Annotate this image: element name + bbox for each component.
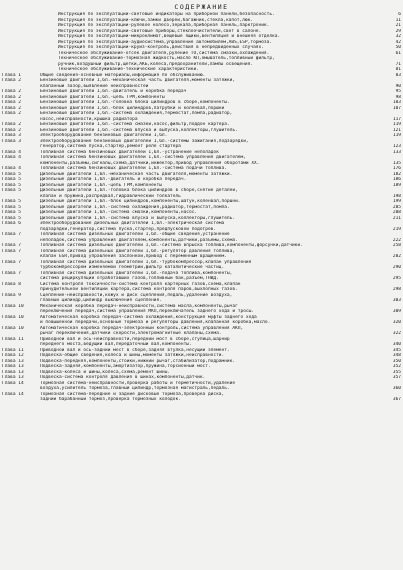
page-number: 352 [392,364,401,369]
page-number: 303 [392,298,401,303]
chapter-number: Глава 7 [2,243,21,248]
entry-title: принудительной вентиляции картера,система контроля паров,выхлопных газов. [40,287,238,292]
page-number: 219 [392,226,401,232]
entry-title: Техническое обслуживание-отсек двигателя,руление TO,система смазки,охлаждения. [58,50,270,56]
page-number: 135 [392,160,401,166]
page-number: 117 [392,116,401,122]
page-number: 199 [392,199,401,204]
entry-title: Электрооборудование бензиновых двигателей 1,6л. [40,133,168,138]
entry-title: Дизельные двигатели 1,6л.-система охлаждения,радиатор,термостат,помпа. [40,204,230,210]
page-number: 90 [395,83,401,89]
entry-title: Техническое обслуживание-тормозная жидкость,масло КП,омыватель,топливный фильтр, [58,56,275,61]
entry-title: Тормозная система-неисправности,проверка работы и герметичности,удаление [40,380,236,386]
page-number: 298 [392,287,401,292]
entry-title: воздуха,усилитель тормоза,главный цилиндр,тормозная магистраль,педаль. [40,386,230,391]
entry-title: Инструкция по эксплуатации-световые приборы,стеклоочистители,свет в салоне. [58,28,262,34]
entry-title: система рециркуляции отработавших газов,топливный бак,разъём,ТНВД. [40,276,219,281]
entry-title: Общие сведения-основные материалы,информация по обслуживанию. [40,72,206,78]
chapter-number: Глава 2 [2,105,21,111]
page-number: 290 [392,265,401,270]
entry-title: Подвеска-задняя,компоненты,амортизатор,пружина,торсионный мост. [40,364,211,369]
page-number: 198 [392,193,401,199]
chapter-number: Глава 5 [2,215,21,221]
page-number: 309 [392,309,401,314]
page-number: 32 [395,34,401,39]
entry-title: Инструкция по эксплуатации-круиз-контроль,действия в непредвиденных случаях. [58,45,264,50]
entry-title: Автоматическая коробка передач-электронный контроль,система управления АКП, [40,325,244,331]
entry-title: Дизельные двигатели 1,6л.-система впуска и выпуска,коллекторы,глушитель. [40,215,236,221]
entry-title: неполадок,система управления двигателем,компоненты,датчики,разъемы,схема. [40,237,238,243]
chapter-number: Глава 2 [2,94,21,100]
chapter-number: Глава 8 [2,281,21,287]
page-title: СОДЕРЖАНИЕ [174,3,229,11]
page-number: 182 [392,171,401,177]
chapter-number: Глава 13 [2,375,24,380]
chapter-number: Глава 13 [2,364,24,369]
entry-title: Автоматическая коробка передач-система охлаждения,конструкция муфты заднего хода [40,314,257,320]
page-number: 95 [395,89,401,94]
entry-title: Инструкция по эксплуатации-рулевое колесо,зеркала,приборная панель,парктроник. [58,23,270,28]
page-number: 357 [392,375,401,380]
entry-title: Дизельные двигатели 1,6л.-механическая часть двигателя,моменты затяжки. [40,171,233,177]
page-number: 119 [392,122,401,127]
page-number: 103 [392,100,401,105]
entry-title: Топливная система дизельных двигателей 1,6л.-общие сведения,устранение [40,232,230,237]
entry-title: Механическая коробка передач-неисправности,система масла,компоненты,рычаг [40,303,238,309]
page-number: 121 [392,127,401,133]
entry-title: рычаг переключения,датчики скорости,электромагнитные клапаны,схема. [40,331,222,336]
entry-title: Инструкция по эксплуатации-ключи,замки дверей,багажник,стекла,капот,люк. [58,17,254,23]
entry-title: Приводной вал и ось-неисправности,передний мост в сборе,ступица,шарнир [40,336,230,342]
chapter-number: Глава 2 [2,127,21,133]
page-number: 71 [395,61,401,67]
chapter-number: Глава 5 [2,204,21,210]
entry-title: задний барабанный тормоз,проверка тормозных колодок. [40,397,181,402]
entry-title: Инструкция по эксплуатации-микроклимат,вещевые ящики,вентиляция и внешняя отделка. [58,34,281,39]
page-number: 211 [392,215,401,221]
chapter-number: Глава 5 [2,182,21,188]
page-number: 123 [392,144,401,149]
chapter-number: Глава 13 [2,369,24,375]
entry-title: и повышенной передачи,основные тормоза и регуляторы давления,клапанная коробка,масло. [40,320,271,325]
entry-title: насос,неисправности,крышка радиатора [40,116,138,122]
page-number: 355 [392,369,401,375]
chapter-number: Глава 14 [2,391,24,397]
entry-title: переключения передач,система управления МКП,переключатель заднего хода и тросы. [40,309,255,314]
chapter-number: Глава 11 [2,336,24,342]
chapter-number: Глава 11 [2,347,24,353]
table-of-contents [0,12,403,403]
entry-title: Бензиновые двигатели 1,6л.-механическая часть двигателя,моменты затяжки, [40,78,236,83]
page-number: 282 [392,254,401,259]
page-number: 222 [392,237,401,243]
page-number: 42 [395,39,401,45]
entry-title: Подвеска-система контроля давления в шинах,компоненты,датчик. [40,375,206,380]
entry-title: Дизельные двигатели 1,6л.-головка блока цилиндров в сборе,снятие деталей, [40,188,238,193]
entry-title: Дизельные двигатели 1,6л.-система смазки,компоненты,насос. [40,210,198,215]
page-number: 98 [395,94,401,100]
chapter-number: Глава 4 [2,166,21,171]
page-number: 258 [392,243,401,248]
entry-title: клапан EGR,привод управления заслонкой,привод с переменным вращением. [40,254,227,259]
page-number: 189 [392,182,401,188]
chapter-number: Глава 7 [2,248,21,254]
page-number: 345 [392,347,401,353]
entry-title: Бензиновые двигатели 1,6л.-система смазки,насос,фильтр,поддон картера. [40,122,230,127]
chapter-number: Глава 4 [2,155,21,160]
page-number: 21 [395,23,401,28]
chapter-number: Глава 10 [2,325,24,331]
chapter-number: Глава 5 [2,199,21,204]
entry-title: Топливная система бензиновых двигателей 1,6л.-система подачи топлива. [40,166,227,171]
chapter-number: Глава 5 [2,171,21,177]
page-number: 295 [392,276,401,281]
page-number: 340 [392,342,401,347]
page-number: 81 [395,67,401,72]
entry-title: Приводной вал и ось-задний мост в сборе,задняя втулка,несущий элемент. [40,347,230,353]
entry-title: Электрооборудование дизельных двигателей 1,6л.-электрическая система [40,221,225,226]
chapter-number: Глава 2 [2,100,21,105]
entry-title: ручник,воздушный фильтр,щетки,АКБ,колеса,предохранители,лампы освещения. [58,61,254,67]
chapter-number: Глава 12 [2,353,24,358]
page-number: 322 [392,331,401,336]
entry-title: Дизельные двигатели 1,6л.-блок цилиндров,компоненты,шатун,коленвал,поршни. [40,199,241,204]
chapter-number: Глава 7 [2,232,21,237]
entry-title: Техническое обслуживание-технические характеристики. [58,67,199,72]
chapter-number: Глава 7 [2,259,21,265]
entry-title: Сцепление-неисправности,кожух и диск сцепления,педаль,удаление воздуха, [40,292,233,298]
page-number: 205 [392,204,401,210]
chapter-number: Глава 3 [2,133,21,138]
entry-title: Бензиновые двигатели 1,6л.-цепь ГРМ,компоненты [40,94,165,100]
chapter-number: Глава 5 [2,188,21,193]
chapter-number: Глава 6 [2,221,21,226]
page-number: 176 [392,166,401,171]
page-number: 11 [395,17,401,23]
chapter-number: Глава 10 [2,314,24,320]
chapter-number: Глава 13 [2,358,24,364]
page-number: 186 [392,177,401,182]
entry-title: Подвеска-общие сведения,колеса и шины,моменты затяжки,неисправности. [40,353,225,358]
entry-title: Топливная система дизельных двигателей 1,6л.-система впрыска топлива,компоненты,форсунки,датчики. [40,243,303,248]
page-number: 29 [395,28,401,34]
chapter-number: Глава 7 [2,270,21,276]
page-number: 367 [392,397,401,402]
entry-title: Подвеска-колеса и шины,колеса,схема,ремонт шины. [40,369,171,375]
entry-title: турбокомпрессором изменяемой геометрии,фильтр каталитические частиц. [40,265,225,270]
entry-title: Бензиновые двигатели 1,6л.-головка блока цилиндров в сборе,компоненты. [40,100,230,105]
entry-title: Бензиновые двигатели 1,6л.-система охлаждения,термостат,помпа,радиатор, [40,111,233,116]
chapter-number: Глава 2 [2,78,21,83]
chapter-number: Глава 4 [2,149,21,155]
chapter-number: Глава 9 [2,292,21,298]
entry-title: переднего моста,ведущий вал,передаточный вал,компоненты. [40,342,192,347]
entry-title: Бензиновые двигатели 1,6л.-двигатель и коробка передач [40,89,187,94]
entry-title: подзарядки,генератор,система пуска,стартер,предпусковой подогрев. [40,226,217,232]
entry-title: Электрооборудование бензиновых двигателей 1,6л.-системы зажигания,подзарядки, [40,138,249,144]
page-number: 83 [395,72,401,78]
entry-title: клапанный зазор,выявление неисправностей [40,83,149,89]
page-number: 61 [395,50,401,56]
page-number: 6 [398,12,401,17]
entry-title: Топливная система дизельных двигателей 1,6л.-подача топлива,компоненты, [40,270,233,276]
entry-title: генератор,система пуска,стартер,ремонт реле стартера [40,144,181,149]
page-number: 208 [392,210,401,215]
entry-title: Тормозная система-передние и задние дисковые тормоза,проверка диска, [40,391,225,397]
chapter-number: Глава 2 [2,122,21,127]
entry-title: компоненты,разъемы,сигналы,схема,датчики,инжектор,привод управления оборотами ХХ. [40,160,260,166]
entry-title: Инструкция по эксплуатации-аудиосистема,управление автомобилем,ABS,ESP,тормоза. [58,39,273,45]
entry-title: Подвеска-передняя,компоненты,стойки,нижний рычаг,стабилизатор,подрамник. [40,358,236,364]
entry-title: Топливная система дизельных двигателей 1,6л.-регулятор давления топлива, [40,248,236,254]
page-number: 50 [395,45,401,50]
chapter-number: Глава 2 [2,111,21,116]
page-number: 350 [392,358,401,364]
chapter-number: Глава 2 [2,89,21,94]
chapter-number: Глава 3 [2,138,21,144]
page-number: 348 [392,353,401,358]
entry-title: Дизельные двигатели 1,6л.-цепь ГРМ,компоненты [40,182,162,188]
entry-title: Топливная система бензиновых двигателей 1,6л.-система управления двигателем, [40,155,246,160]
chapter-number: Глава 5 [2,210,21,215]
chapter-number: Глава 10 [2,303,24,309]
page-number: 133 [392,149,401,155]
entry-title: Инструкция по эксплуатации-световые индикаторы на приборной панели,безопасность. [58,12,275,17]
page-number: 360 [392,386,401,391]
entry-title: Топливная система дизельных двигателей 1,6л.-турбокомпрессор,клапан управления [40,259,252,265]
entry-title: главный цилиндр,цилиндр выключения сцепления. [40,298,162,303]
entry-title: Бензиновые двигатели 1,6л.-блок цилиндров,патрубки и коленвал,поршни [40,105,225,111]
page-number: 107 [392,105,401,111]
chapter-number: Глава 1 [2,72,21,78]
entry-title: клапан и пружина,распредвал,гидравлический толкатель [40,193,181,199]
entry-title: Дизельные двигатели 1,6л.-двигатель и коробка передач. [40,177,187,182]
chapter-number: Глава 14 [2,380,24,386]
chapter-number: Глава 5 [2,177,21,182]
toc-entry[interactable] [0,397,403,403]
entry-title: Топливная система бензиновых двигателей 1,6л.-устранение неполадок [40,149,219,155]
page-number: 320 [392,320,401,325]
page-number: 119 [392,133,401,138]
entry-title: Бензиновые двигатели 1,6л.-система впуска и выпуска,коллекторы,глушитель. [40,127,238,133]
entry-title: Система контроля токсичности-система контроля картерных газов,схема,клапан [40,281,241,287]
